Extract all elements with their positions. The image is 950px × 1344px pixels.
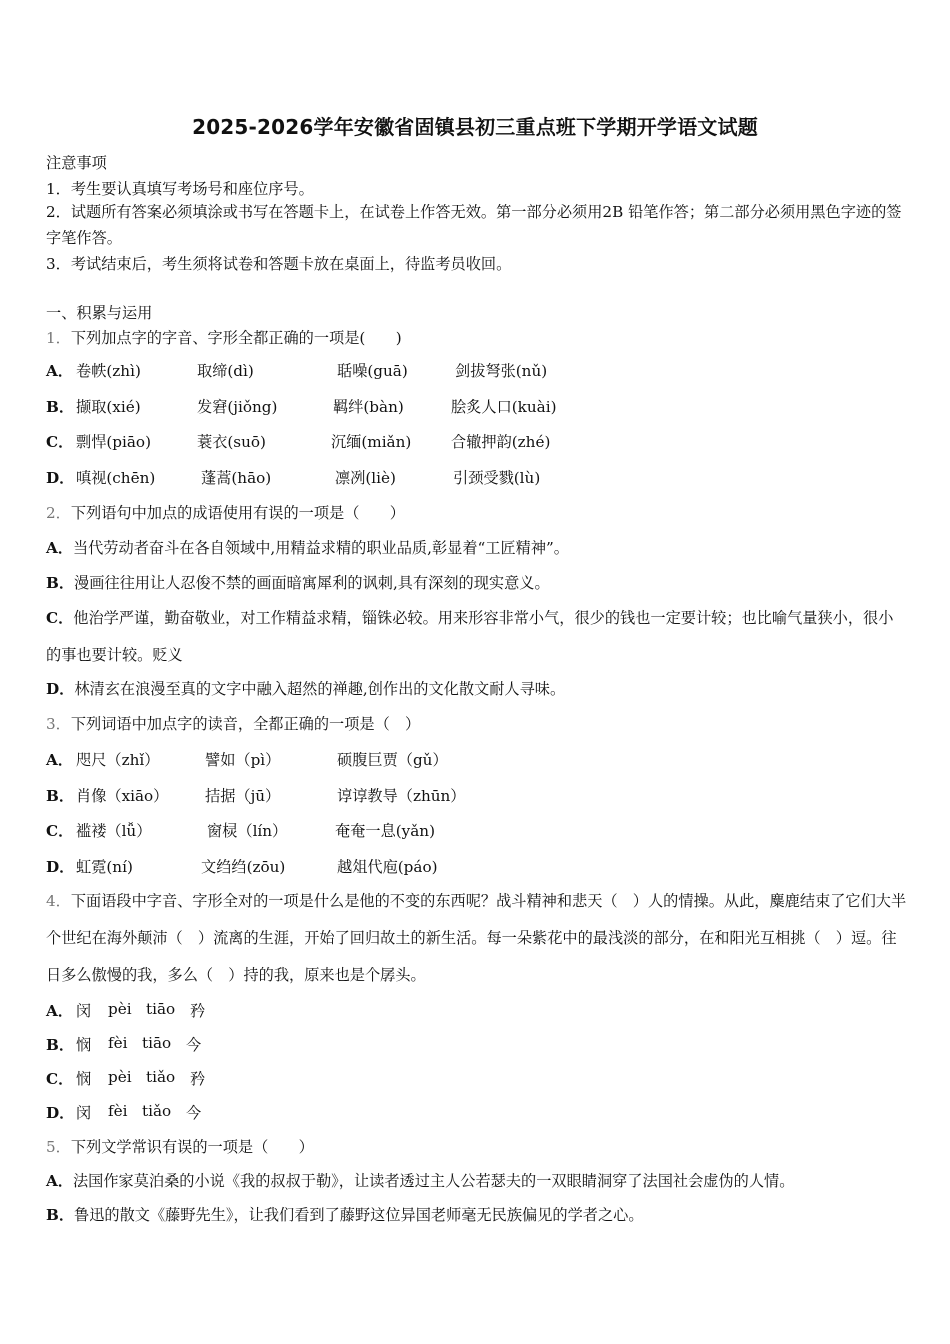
question-1-stem <box>46 327 402 348</box>
option-item: 今 <box>186 1104 202 1122</box>
option-item: tiāo <box>142 1034 172 1052</box>
option-item: 咫尺（zhǐ） <box>76 751 160 769</box>
notice-item: 2．试题所有答案必须填涂或书写在答题卡上，在试卷上作答无效。第一部分必须用2B 铅笔作答；第二部分必须用黑色字迹的签字笔作答。 <box>46 203 902 247</box>
option-label: C． <box>46 433 74 451</box>
option-text: B．漫画往往用让人忍俊不禁的画面暗寓犀利的讽刺,具有深刻的现实意义。 <box>46 574 550 592</box>
notice-item: 3．考试结束后，考生须将试卷和答题卡放在桌面上，待监考员收回。 <box>46 255 512 273</box>
option-label: B． <box>46 1206 75 1224</box>
option-item: 肖像（xiāo） <box>76 787 169 805</box>
option-item: 剽悍(piāo) <box>76 433 152 451</box>
question-2-stem <box>46 502 405 523</box>
option-item: 奄奄一息(yǎn) <box>335 822 436 840</box>
option-item: 譬如（pì） <box>205 751 281 769</box>
option-text: A．当代劳动者奋斗在各自领域中,用精益求精的职业品质,彰显着“工匠精神”。 <box>46 539 569 557</box>
option-item: 矜 <box>190 1070 206 1088</box>
option-item: 窗棂（lín） <box>207 822 288 840</box>
option-item: tiǎo <box>142 1102 172 1120</box>
option-item: 今 <box>186 1036 202 1054</box>
option-label: A． <box>46 362 73 380</box>
question-text: 下列词语中加点字的读音，全都正确的一项是（ ） <box>70 715 421 733</box>
option-item: 矜 <box>190 1002 206 1020</box>
option-item: 褴褛（lǚ） <box>76 822 152 840</box>
option-item: 谆谆教导（zhūn） <box>337 787 466 805</box>
option-label: D． <box>46 858 75 876</box>
option-item: 闵 <box>76 1002 92 1020</box>
option-item: 拮据（jū） <box>205 787 281 805</box>
option-item: 引颈受戮(lù) <box>453 469 541 487</box>
option-label: A． <box>46 539 73 557</box>
option-item: 卷帙(zhì) <box>76 362 141 380</box>
option-text: A．法国作家莫泊桑的小说《我的叔叔于勒》，让读者透过主人公若瑟夫的一双眼睛洞穿了法国社会虚伪的人情。 <box>46 1172 795 1190</box>
option-item: 沉缅(miǎn) <box>331 433 412 451</box>
option-item: 虹霓(ní) <box>76 858 133 876</box>
option-item: 发窘(jiǒng) <box>197 398 278 416</box>
option-item: pèi <box>108 1000 132 1018</box>
option-item: 羁绊(bàn) <box>333 398 404 416</box>
question-number: 1． <box>46 329 71 347</box>
question-number: 4． <box>46 892 71 910</box>
question-4-stem <box>46 883 908 994</box>
option-item: 合辙押韵(zhé) <box>451 433 551 451</box>
option-item: pèi <box>108 1068 132 1086</box>
notice-item: 1．考生要认真填写考场号和座位序号。 <box>46 180 314 198</box>
option-item: tiāo <box>146 1000 176 1018</box>
option-label: A． <box>46 751 73 769</box>
option-label: D． <box>46 469 75 487</box>
option-item: 聒噪(guā) <box>337 362 408 380</box>
notice-heading: 注意事项 <box>46 154 107 172</box>
question-5-stem <box>46 1136 314 1157</box>
option-label: B． <box>46 398 75 416</box>
option-label: D． <box>46 1104 75 1122</box>
option-item: 闵 <box>76 1104 92 1122</box>
question-number: 5． <box>46 1138 71 1156</box>
option-item: fèi <box>108 1102 128 1120</box>
option-item: tiǎo <box>146 1068 176 1086</box>
option-label: C． <box>46 609 74 627</box>
option-item: 撷取(xié) <box>76 398 141 416</box>
option-item: 蓑衣(suō) <box>197 433 266 451</box>
option-item: 取缔(dì) <box>197 362 254 380</box>
question-text: 下列文学常识有误的一项是（ ） <box>70 1138 314 1156</box>
question-text: 下列加点字的字音、字形全都正确的一项是( ) <box>70 329 402 347</box>
option-label: B． <box>46 1036 75 1054</box>
option-text: B．鲁迅的散文《藤野先生》，让我们看到了藤野这位异国老师毫无民族偏见的学者之心。 <box>46 1206 644 1224</box>
exam-title: 2025-2026学年安徽省固镇县初三重点班下学期开学语文试题 <box>192 115 758 139</box>
option-item: 蓬蒿(hāo) <box>201 469 272 487</box>
option-label: C． <box>46 1070 74 1088</box>
option-item: 硕腹巨贾（gǔ） <box>337 751 448 769</box>
option-item: 悯 <box>76 1070 92 1088</box>
option-item: 嗔视(chēn) <box>76 469 156 487</box>
option-label: B． <box>46 787 75 805</box>
option-item: 越俎代庖(páo) <box>337 858 438 876</box>
option-label: A． <box>46 1002 73 1020</box>
question-text: 下列语句中加点的成语使用有误的一项是（ ） <box>70 504 405 522</box>
option-item: 文绉绉(zōu) <box>201 858 286 876</box>
option-label: B． <box>46 574 75 592</box>
option-label: A． <box>46 1172 73 1190</box>
option-item: 脍炙人口(kuài) <box>451 398 557 416</box>
option-label: C． <box>46 822 74 840</box>
question-3-stem <box>46 713 420 734</box>
question-number: 2． <box>46 504 71 522</box>
question-text: 下面语段中字音、字形全对的一项是什么是他的不变的东西呢？战斗精神和悲天（ ）人的情操。从此，麋鹿结束了它们大半个世纪在海外颠沛（ ）流离的生涯，开始了回归故土的新生活。每一朵紫花中的最浅淡的部分，在和阳光互相挑（ ）逗。往日多么傲慢的我，多么（ ）持的我，原来也是个孱头。 <box>46 892 907 984</box>
question-number: 3． <box>46 715 71 733</box>
option-text: C．他治学严谨，勤奋敬业，对工作精益求精，锱铢必较。用来形容非常小气，很少的钱也一定要计较；也比喻气量狭小，很小的事也要计较。贬义 <box>46 609 894 664</box>
option-text: D．林清玄在浪漫至真的文字中融入超然的禅趣,创作出的文化散文耐人寻味。 <box>46 680 566 698</box>
option-item: 悯 <box>76 1036 92 1054</box>
option-label: D． <box>46 680 75 698</box>
section-heading: 一、积累与运用 <box>46 304 153 322</box>
option-item: 凛冽(liè) <box>335 469 396 487</box>
option-item: fèi <box>108 1034 128 1052</box>
option-item: 剑拔弩张(nǔ) <box>455 362 548 380</box>
